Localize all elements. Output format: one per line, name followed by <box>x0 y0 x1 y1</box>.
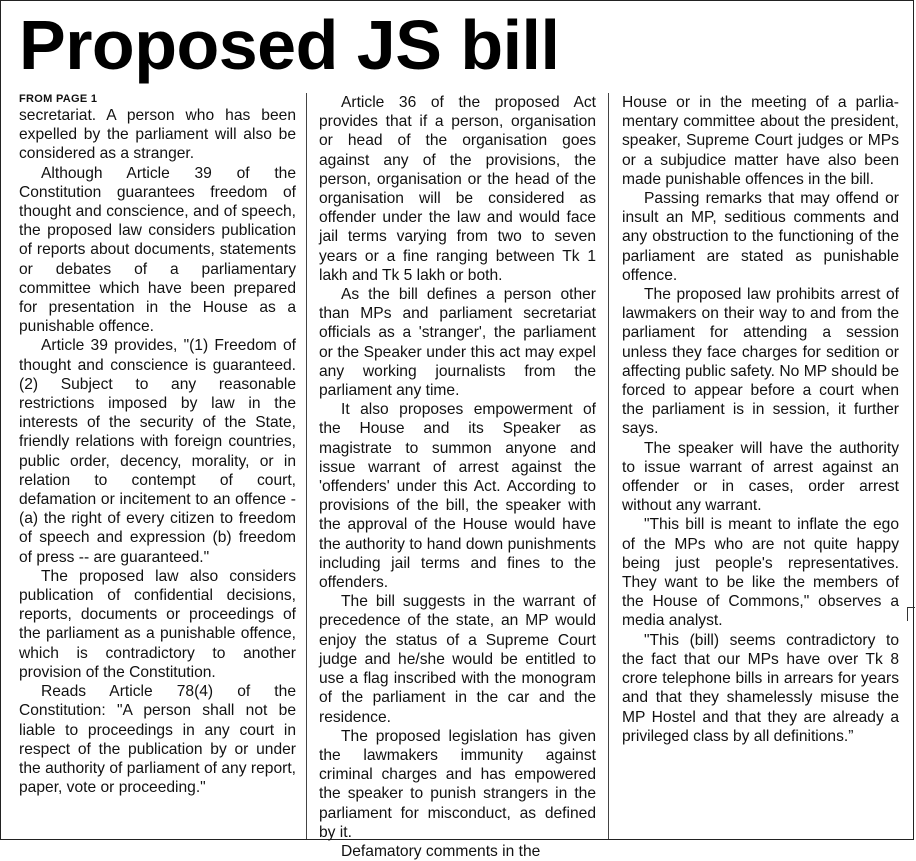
article-paragraph: It also proposes empowerment of the House and its Speaker as magistrate to summon anyone and issue warrant of arrest against the 'offenders' under this Act. According to provisions of the bill, the speaker with the approval of the House would have the authority to hand down punishments including jail terms and fines to the offenders. <box>319 401 596 592</box>
column-2 <box>319 93 596 861</box>
article-paragraph: secretariat. A person who has been expelled by the parliament will also be considered as a stranger. <box>19 107 296 163</box>
headline: Proposed JS bill <box>19 6 560 84</box>
crop-mark <box>907 607 908 621</box>
article-paragraph: "This (bill) seems contradictory to the fact that our MPs have over Tk 8 crore telephone bills in arrears for years and that they shamelessly misuse the MP Hostel and that they are already a privileged class by all definitions.” <box>622 631 899 745</box>
column-1 <box>19 93 296 797</box>
article-paragraph: The proposed legislation has given the lawmakers immunity against criminal charges and has empowered the speaker to punish strangers in the parliament for misconduct, as defined by it. <box>319 727 596 841</box>
article-paragraph: Although Article 39 of the Constitution guarantees freedom of thought and conscience, and of speech, the proposed law considers publication of reports about documents, statements or debates of a parliamentary committee which have been prepared for presentation in the House as a punishable offence. <box>19 164 296 336</box>
article-paragraph: The proposed law also considers publication of confidential decisions, reports, documents or proceedings of the parliament as a punishable offence, which is contradictory to another provision of the Constitution. <box>19 567 296 681</box>
article-paragraph: As the bill defines a person other than MPs and parliament secretariat officials as a 'stranger', the parliament or the Speaker under this act may expel any working journalists from the parliament any time. <box>319 286 596 400</box>
article-paragraph: Defamatory comments in the <box>341 842 541 860</box>
crop-mark <box>907 607 915 608</box>
kicker: FROM PAGE 1 <box>19 93 98 105</box>
column-3 <box>622 93 899 746</box>
article-paragraph: Reads Article 78(4) of the Constitution: "A person shall not be liable to proceedings in any court in respect of the publication by or under the authority of parliament of any report, paper, vote or proceeding." <box>19 683 296 797</box>
article-paragraph: The speaker will have the authority to issue warrant of arrest against an offender or in cases, order arrest without any warrant. <box>622 439 899 515</box>
article-paragraph: House or in the meeting of a parliamentary committee about the president, speaker, Supreme Court judges or MPs or a subjudice matter have also been made punishable offences in the bill. <box>622 94 899 188</box>
article-paragraph: "This bill is meant to inflate the ego of the MPs who are not quite happy being just people's representatives. They want to be like the members of the House of Commons," observes a media analyst. <box>622 516 899 630</box>
article-paragraph: Article 36 of the proposed Act provides that if a person, organisation or head of the organisation goes against any of the provisions, the person, organisation or the head of the organisation will be considered as offender under the law and would face jail terms varying from two to seven years or a fine ranging between Tk 1 lakh and Tk 5 lakh or both. <box>319 94 596 284</box>
article-paragraph: Passing remarks that may offend or insult an MP, seditious comments and any obstruction to the functioning of the parliament are stated as punishable offence. <box>622 190 899 284</box>
article-paragraph: The bill suggests in the warrant of precedence of the state, an MP would enjoy the status of a Supreme Court judge and he/she would be entitled to use a flag inscribed with the monogram of the parliament in the car and the residence. <box>319 593 596 726</box>
article-paragraph: The proposed law prohibits arrest of lawmakers on their way to and from the parliament for attending a session unless they face charges for sedition or affecting public safety. No MP should be forced to appear before a court when the parliament is in session, it further says. <box>622 286 899 438</box>
column-divider <box>608 93 609 839</box>
column-divider <box>306 93 307 839</box>
article-paragraph: Article 39 provides, "(1) Freedom of thought and conscience is guaranteed. (2) Subject to any reasonable restrictions imposed by law in the interests of the security of the State, friendly relations with foreign countries, public order, decency, morality, or in relation to contempt of court, defamation or incitement to an offence - (a) the right of every citizen to freedom of speech and expression (b) freedom of press -- are guaranteed." <box>19 337 296 566</box>
